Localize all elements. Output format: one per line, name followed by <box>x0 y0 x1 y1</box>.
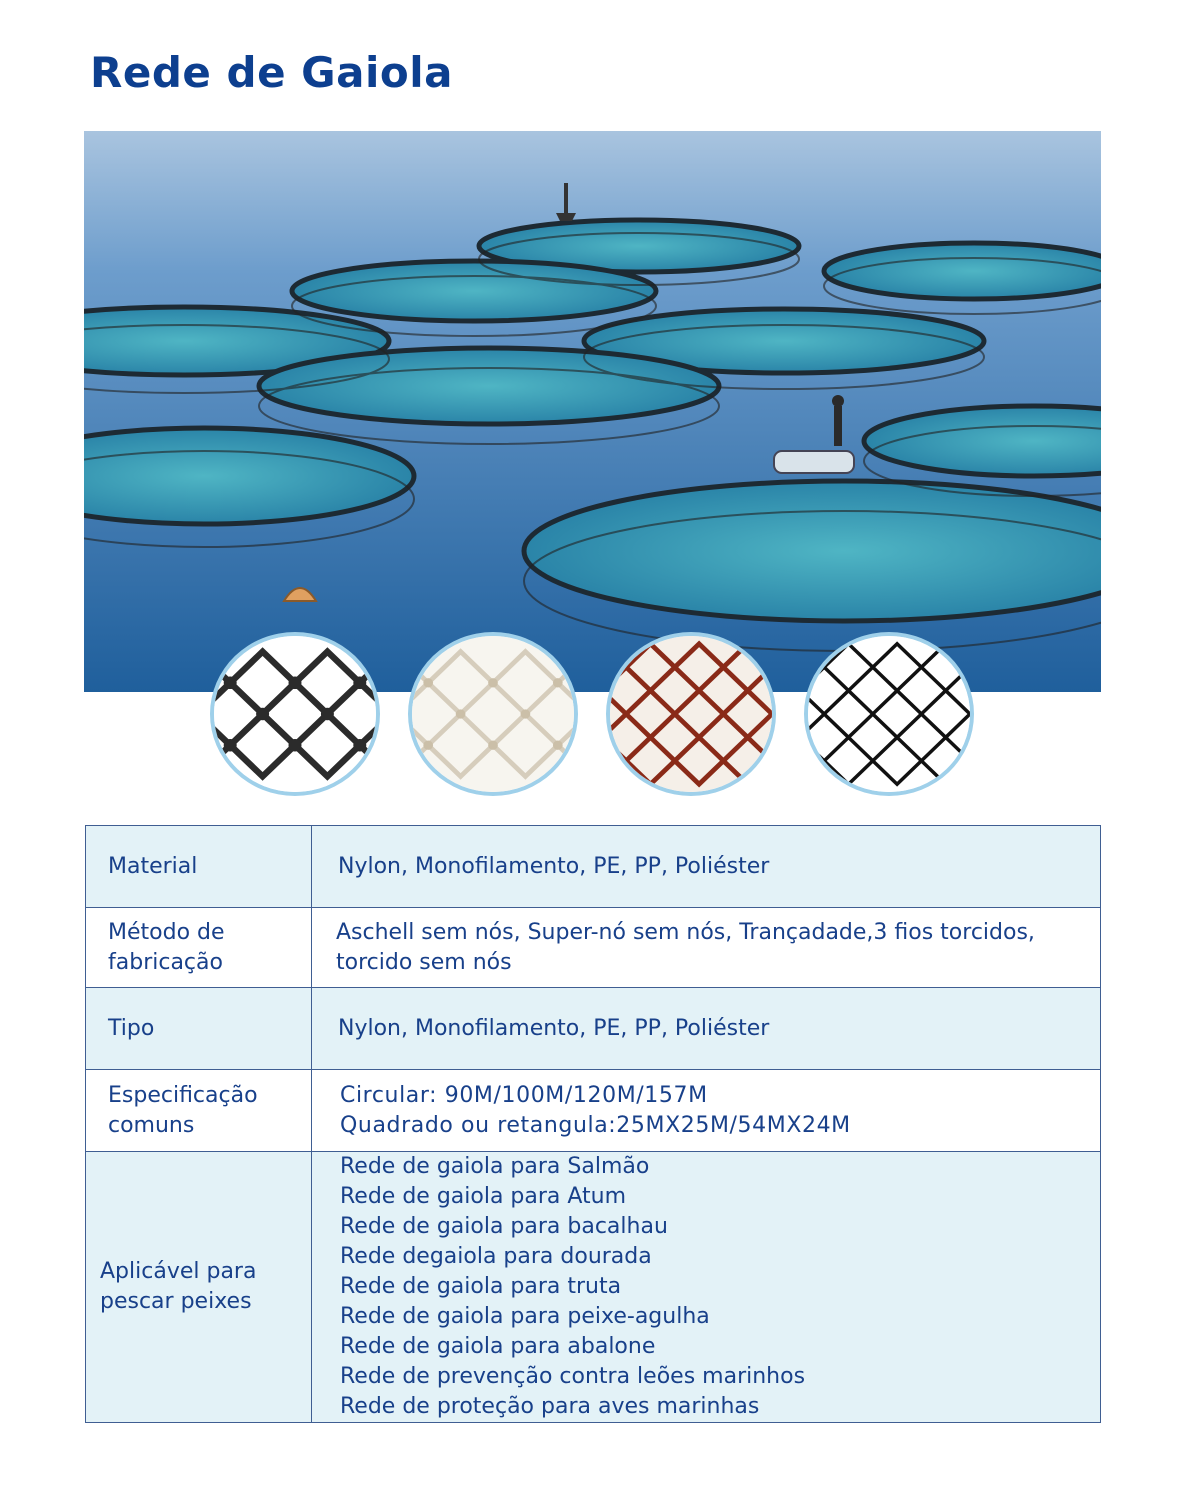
spec-row-method <box>86 908 1101 988</box>
spec-label-material: Material <box>86 826 312 908</box>
spec-label-applicable: Aplicável para pescar peixes <box>86 1152 312 1423</box>
spec-value-material: Nylon, Monofilamento, PE, PP, Poliéster <box>312 826 1101 908</box>
white-knotted-net-swatch <box>408 632 578 796</box>
spec-row-material <box>86 826 1101 908</box>
fish-farm-illustration <box>84 131 1101 692</box>
spec-value-method: Aschell sem nós, Super-nó sem nós, Trançadade,3 fios torcidos, torcido sem nós <box>312 908 1101 988</box>
list-item: Rede de gaiola para truta <box>340 1274 622 1299</box>
spec-row-applicable <box>86 1152 1101 1423</box>
net-texture-black <box>214 636 376 792</box>
net-texture-white <box>412 636 574 792</box>
black-knotless-net-swatch <box>804 632 974 796</box>
list-item: Rede de gaiola para Salmão <box>340 1154 650 1179</box>
fish-farm-photo <box>84 131 1101 692</box>
red-braided-net-swatch <box>606 632 776 796</box>
list-item: Rede de gaiola para peixe-agulha <box>340 1304 710 1329</box>
list-item: Rede de prevenção contra leões marinhos <box>340 1364 806 1389</box>
page-title: Rede de Gaiola <box>90 48 453 97</box>
list-item: Rede de gaiola para bacalhau <box>340 1214 668 1239</box>
specifications-table <box>85 825 1101 1423</box>
spec-label-type: Tipo <box>86 988 312 1070</box>
list-item: Rede degaiola para dourada <box>340 1244 652 1269</box>
spec-row-specification <box>86 1070 1101 1152</box>
spec-value-specification: Circular: 90M/100M/120M/157M Quadrado ou retangula:25MX25M/54MX24M <box>312 1070 1101 1152</box>
spec-label-specification: Especificação comuns <box>86 1070 312 1152</box>
spec-row-type <box>86 988 1101 1070</box>
list-item: Rede de gaiola para Atum <box>340 1184 627 1209</box>
applicable-fish-list <box>312 1152 1101 1423</box>
net-texture-black-fine <box>808 636 970 792</box>
list-item: Rede de gaiola para abalone <box>340 1334 656 1359</box>
net-texture-red <box>610 636 772 792</box>
spec-label-method: Método de fabricação <box>86 908 312 988</box>
list-item: Rede de proteção para aves marinhas <box>340 1394 760 1419</box>
black-knotted-net-swatch <box>210 632 380 796</box>
spec-value-type: Nylon, Monofilamento, PE, PP, Poliéster <box>312 988 1101 1070</box>
